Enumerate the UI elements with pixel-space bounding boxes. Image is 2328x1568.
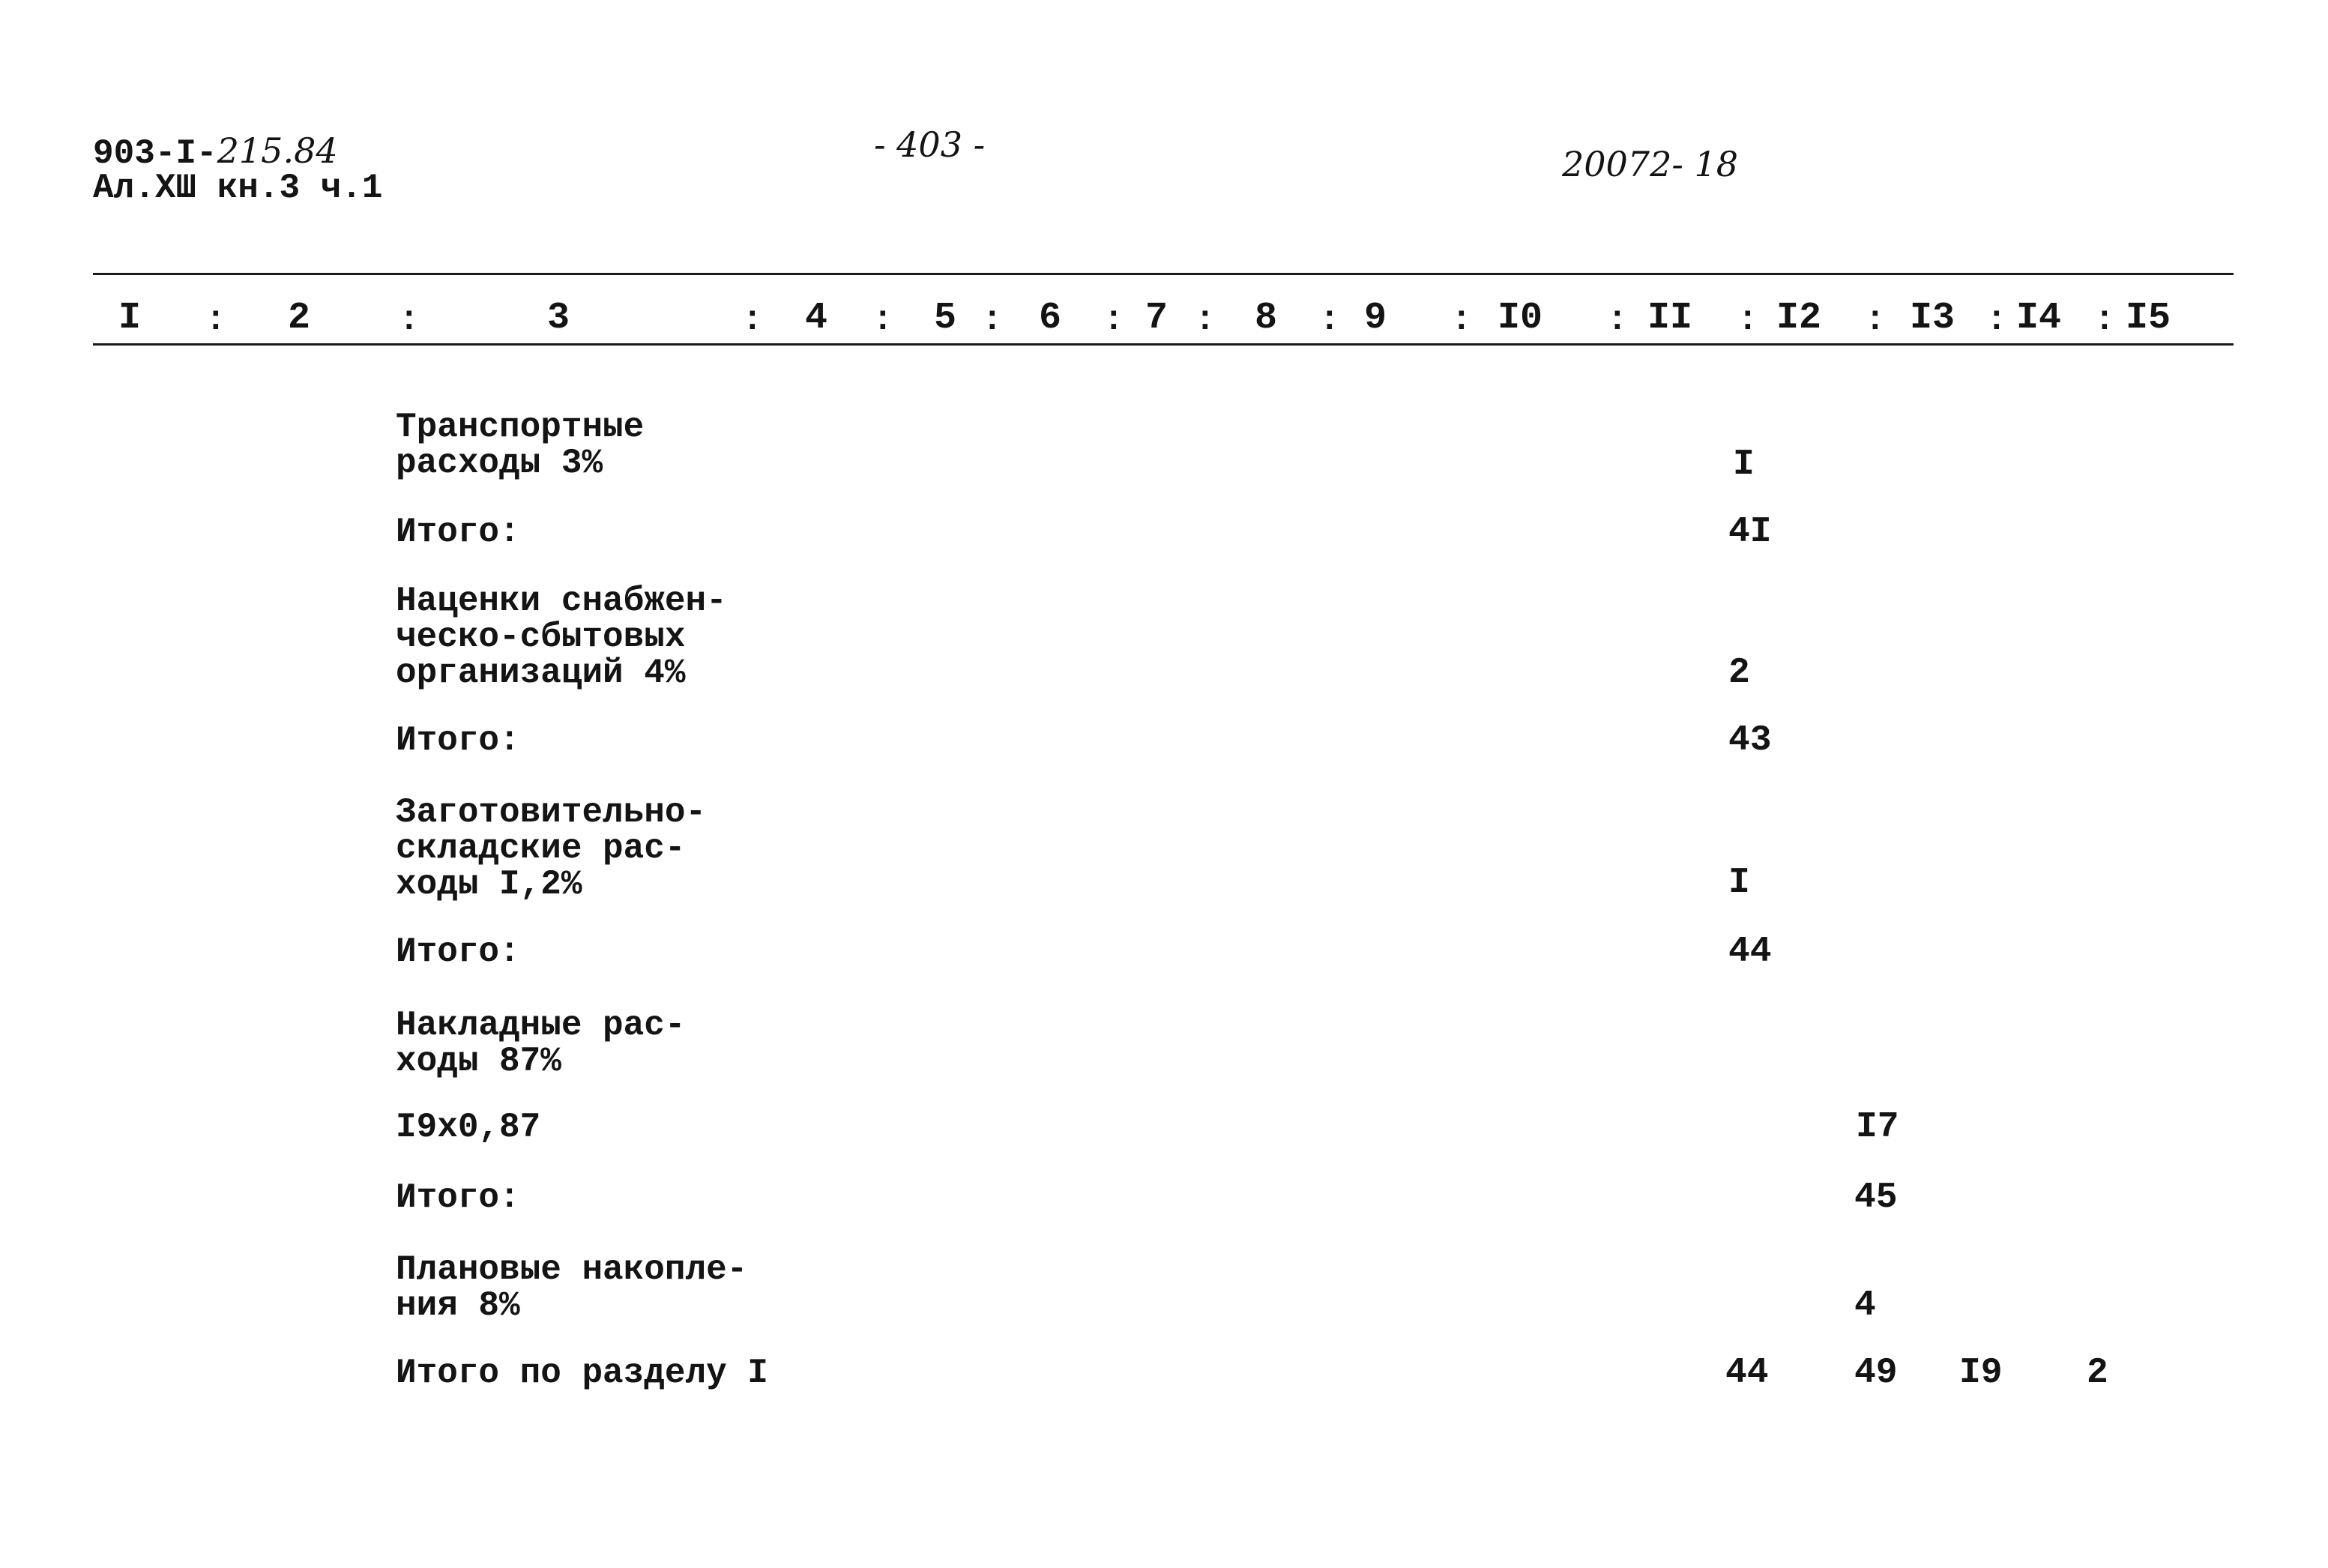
row-description: Итого:	[396, 1178, 520, 1217]
column-number: 9	[1364, 297, 1387, 340]
column-separator: :	[205, 301, 226, 340]
column-separator: :	[2094, 301, 2115, 340]
row-description: Накладные рас- ходы 87%	[396, 1006, 686, 1081]
column-separator: :	[1737, 301, 1758, 340]
row-value: I	[1733, 444, 1755, 485]
column-separator: :	[1195, 301, 1216, 340]
document-number: 20072- 18	[1562, 144, 1739, 184]
row-description: I9x0,87	[396, 1108, 541, 1147]
column-separator: :	[742, 301, 763, 340]
document-code	[93, 130, 338, 173]
row-description: Наценки снабжен- ческо-сбытовых организаций 4%	[396, 582, 727, 693]
row-description: Итого по разделу I	[396, 1354, 768, 1393]
page-number: - 403 -	[874, 124, 986, 165]
row-description: Итого:	[396, 932, 520, 971]
row-description: Итого:	[396, 721, 520, 760]
row-value: 4	[1854, 1285, 1876, 1326]
row-value: I	[1728, 863, 1750, 903]
row-description: Заготовительно- складские рас- ходы I,2%	[396, 793, 707, 904]
row-description: Плановые накопле- ния 8%	[396, 1250, 748, 1325]
row-value: I9	[1959, 1353, 2003, 1393]
row-value: I7	[1856, 1107, 1899, 1148]
document-volume: Ал.XШ кн.3 ч.1	[93, 169, 383, 208]
row-value: 44	[1728, 932, 1772, 972]
column-number: 7	[1145, 297, 1168, 340]
column-number: I	[118, 297, 142, 340]
row-value: 43	[1728, 720, 1772, 761]
column-separator: :	[399, 301, 420, 340]
document-code-prefix: 903-I-	[93, 134, 217, 173]
column-number: I0	[1498, 297, 1543, 340]
column-number: 4	[805, 297, 828, 340]
row-value: 45	[1854, 1177, 1898, 1218]
row-value: 44	[1725, 1353, 1769, 1393]
row-description: Транспортные расходы 3%	[396, 408, 645, 483]
document-code-handwritten: 215.84	[217, 130, 338, 171]
row-value: 4I	[1728, 512, 1772, 552]
column-number: 5	[934, 297, 957, 340]
column-number: 8	[1255, 297, 1278, 340]
column-number: 6	[1039, 297, 1062, 340]
header-bottom-rule	[93, 343, 2234, 346]
column-separator: :	[1451, 301, 1472, 340]
column-number: I4	[2016, 297, 2062, 340]
header-top-rule	[93, 273, 2234, 275]
column-separator: :	[1865, 301, 1886, 340]
row-value: 2	[2087, 1353, 2108, 1393]
column-number: I2	[1776, 297, 1822, 340]
row-description: Итого:	[396, 513, 520, 552]
column-separator: :	[1319, 301, 1340, 340]
column-number: I3	[1910, 297, 1955, 340]
column-number: 3	[547, 297, 570, 340]
column-separator: :	[1986, 301, 2007, 340]
column-separator: :	[1103, 301, 1124, 340]
row-value: 49	[1854, 1353, 1898, 1393]
column-separator: :	[1607, 301, 1628, 340]
column-number: II	[1647, 297, 1693, 340]
column-separator: :	[982, 301, 1003, 340]
column-separator: :	[872, 301, 893, 340]
column-number: I5	[2126, 297, 2171, 340]
column-number: 2	[288, 297, 311, 340]
row-value: 2	[1728, 653, 1750, 693]
